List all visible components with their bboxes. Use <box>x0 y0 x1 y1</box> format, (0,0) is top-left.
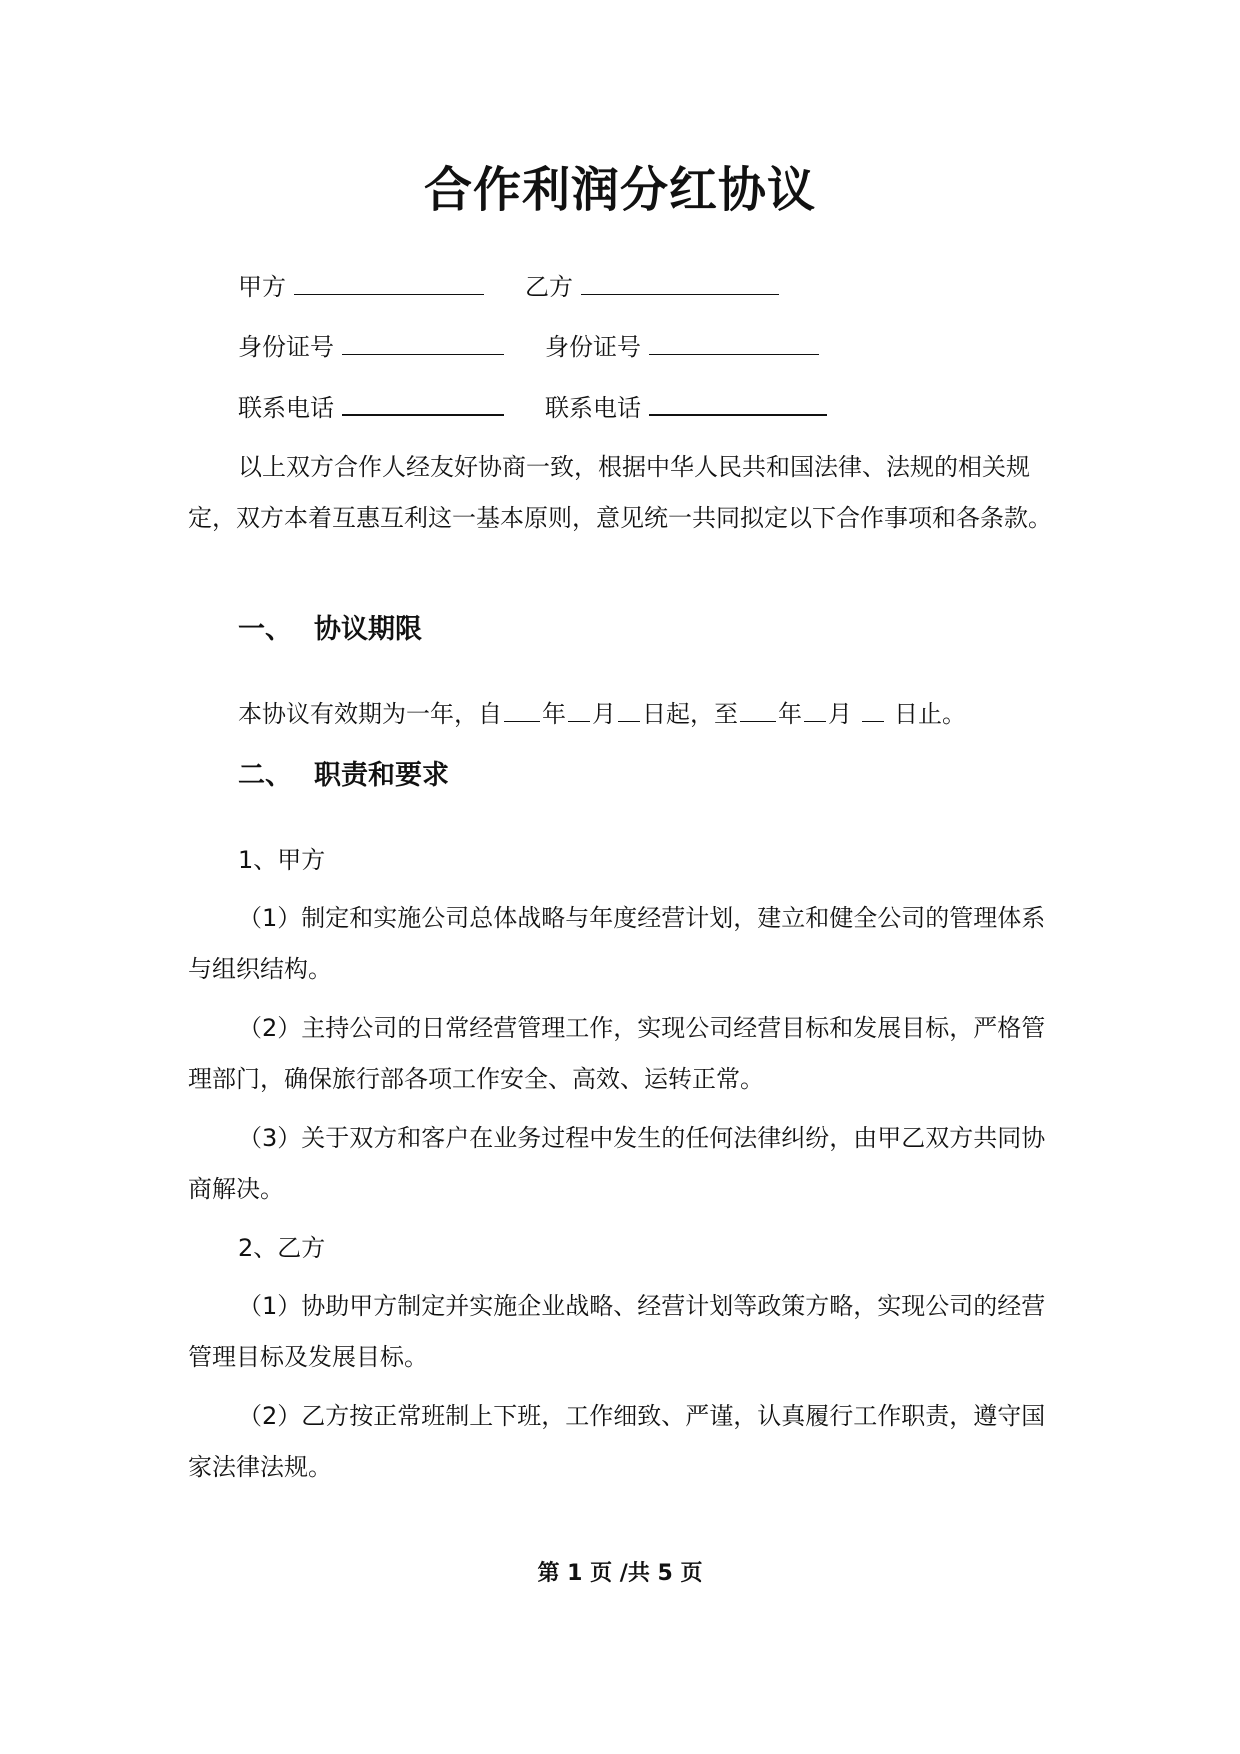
start-month-blank[interactable] <box>568 699 590 722</box>
section-2-title: 职责和要求 <box>314 760 449 791</box>
party-b-duty-1: （1）协助甲方制定并实施企业战略、经营计划等政策方略，实现公司的经营管理目标及发展目标。 <box>188 1292 1046 1371</box>
start-day-blank[interactable] <box>618 699 640 722</box>
party-a-label: 甲方 <box>238 273 286 301</box>
party-b-id-label: 身份证号 <box>545 333 641 361</box>
term-year-1: 年 <box>542 700 566 728</box>
end-month-blank[interactable] <box>804 699 826 722</box>
section-2-heading <box>238 756 449 796</box>
page-number-footer: 第 1 页 /共 5 页 <box>537 1561 703 1586</box>
party-b-id-field <box>545 328 819 365</box>
term-day-2: 日止。 <box>894 700 966 728</box>
party-a-blank[interactable] <box>294 268 484 295</box>
party-a-phone-label: 联系电话 <box>238 394 334 422</box>
party-b-phone-field <box>545 388 827 426</box>
term-year-2: 年 <box>778 700 802 728</box>
party-a-duty-1: （1）制定和实施公司总体战略与年度经营计划，建立和健全公司的管理体系与组织结构。 <box>188 904 1046 983</box>
party-a-duties-heading: 1、甲方 <box>238 846 326 874</box>
document-title: 合作利润分红协议 <box>423 162 816 218</box>
party-a-id-blank[interactable] <box>342 328 504 355</box>
party-a-field <box>238 268 484 305</box>
party-b-blank[interactable] <box>581 268 779 295</box>
party-b-duty-2: （2）乙方按正常班制上下班，工作细致、严谨，认真履行工作职责，遵守国家法律法规。 <box>188 1402 1046 1481</box>
section-1-number: 一、 <box>238 614 292 645</box>
party-b-id-blank[interactable] <box>649 328 819 355</box>
start-year-blank[interactable] <box>504 699 540 722</box>
section-1-heading <box>238 610 422 650</box>
section-2-number: 二、 <box>238 760 292 791</box>
term-line <box>238 696 966 732</box>
party-b-label: 乙方 <box>525 273 573 301</box>
intro-paragraph: 以上双方合作人经友好协商一致，根据中华人民共和国法律、法规的相关规定，双方本着互惠互利这一基本原则，意见统一共同拟定以下合作事项和各条款。 <box>188 453 1052 532</box>
term-text-start: 本协议有效期为一年，自 <box>238 700 502 728</box>
party-a-id-label: 身份证号 <box>238 333 334 361</box>
section-1-title: 协议期限 <box>314 614 422 645</box>
party-a-duty-3: （3）关于双方和客户在业务过程中发生的任何法律纠纷，由甲乙双方共同协商解决。 <box>188 1124 1046 1203</box>
end-day-blank[interactable] <box>862 699 884 722</box>
term-day-1: 日起，至 <box>642 700 738 728</box>
party-b-field <box>525 268 779 305</box>
party-b-phone-label: 联系电话 <box>545 394 641 422</box>
end-year-blank[interactable] <box>740 699 776 722</box>
party-a-duty-2: （2）主持公司的日常经营管理工作，实现公司经营目标和发展目标，严格管理部门，确保旅行部各项工作安全、高效、运转正常。 <box>188 1014 1046 1093</box>
term-month-1: 月 <box>592 700 616 728</box>
party-a-phone-blank[interactable] <box>342 388 504 416</box>
party-a-phone-field <box>238 388 504 426</box>
term-month-2: 月 <box>828 700 852 728</box>
party-b-duties-heading: 2、乙方 <box>238 1234 326 1262</box>
party-b-phone-blank[interactable] <box>649 388 827 416</box>
party-a-id-field <box>238 328 504 365</box>
